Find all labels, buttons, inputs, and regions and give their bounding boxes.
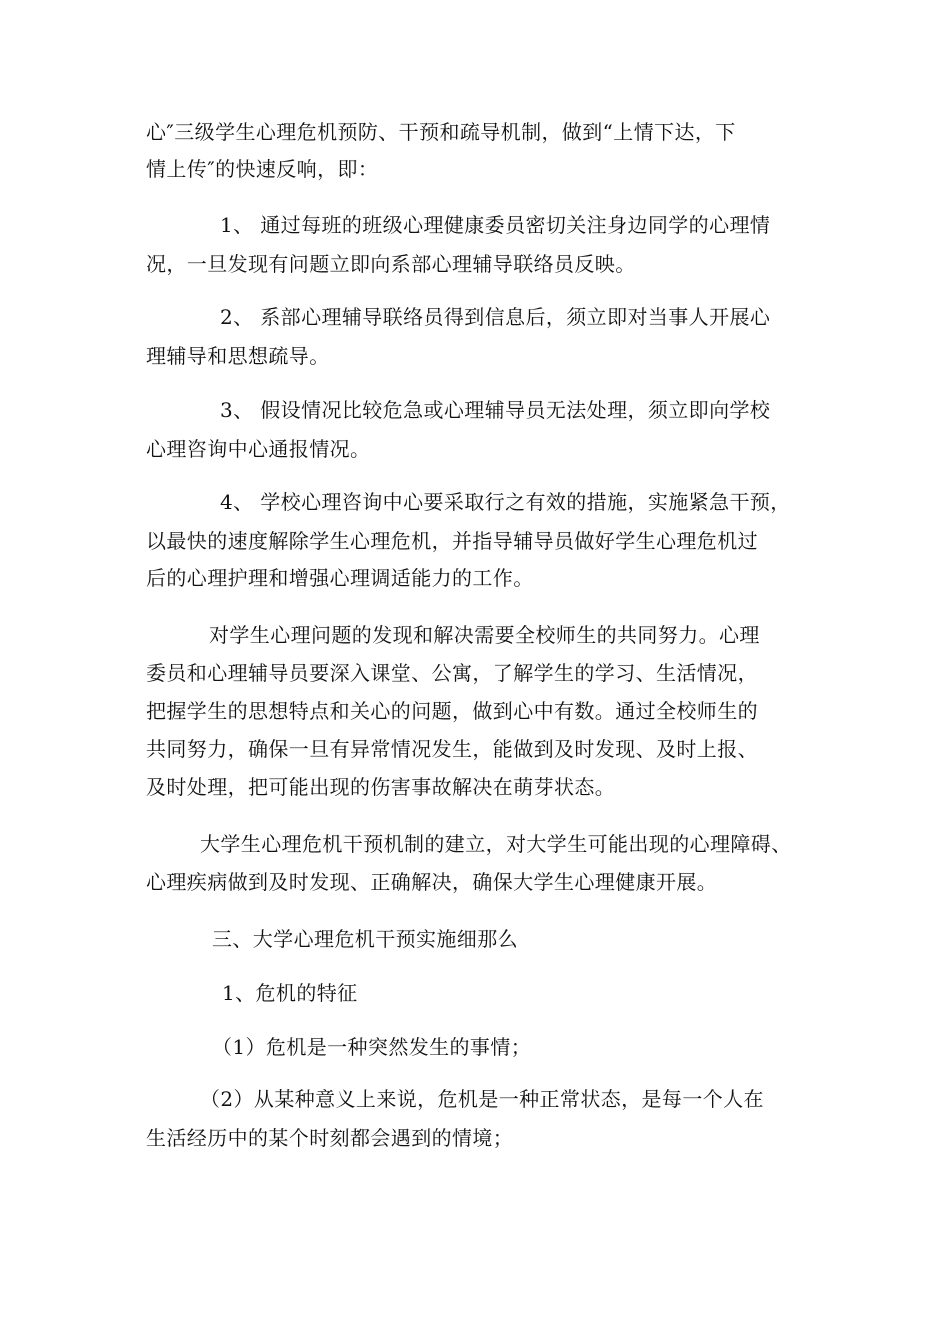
text-line: 以最快的速度解除学生心理危机，并指导辅导员做好学生心理危机过 [146,529,758,553]
text-line: 情上传″的快速反响，即： [146,157,379,181]
text-line: 心理咨询中心通报情况。 [146,437,371,461]
list-item: （2）从某种意义上来说，危机是一种正常状态，是每一个人在 [200,1087,764,1111]
text-line: 况，一旦发现有问题立即向系部心理辅导联络员反映。 [146,252,636,276]
text-line: 心理疾病做到及时发现、正确解决，确保大学生心理健康开展。 [146,870,718,894]
subsection-heading: 1、危机的特征 [222,981,358,1005]
text-line: 共同努力，确保一旦有异常情况发生，能做到及时发现、及时上报、 [146,737,758,761]
text-line: 生活经历中的某个时刻都会遇到的情境； [146,1126,514,1150]
text-line: 理辅导和思想疏导。 [146,344,330,368]
paragraph-start: 大学生心理危机干预机制的建立，对大学生可能出现的心理障碍、 [200,832,792,856]
list-item-3: 3、 假设情况比较危急或心理辅导员无法处理，须立即向学校 [220,398,771,422]
section-heading: 三、大学心理危机干预实施细那么 [212,927,518,951]
list-item-1: 1、 通过每班的班级心理健康委员密切关注身边同学的心理情 [220,213,771,237]
text-line: 委员和心理辅导员要深入课堂、公寓，了解学生的学习、生活情况， [146,661,758,685]
text-line: 及时处理，把可能出现的伤害事故解决在萌芽状态。 [146,775,616,799]
text-line: 把握学生的思想特点和关心的问题，做到心中有数。通过全校师生的 [146,699,758,723]
text-line: 心″三级学生心理危机预防、干预和疏导机制，做到“上情下达，下 [146,120,736,144]
paragraph-start: 对学生心理问题的发现和解决需要全校师生的共同努力。心理 [209,623,760,647]
list-item-2: 2、 系部心理辅导联络员得到信息后，须立即对当事人开展心 [220,305,771,329]
list-item: （1）危机是一种突然发生的事情； [212,1035,532,1059]
list-item-4: 4、 学校心理咨询中心要采取行之有效的措施，实施紧急干预， [220,490,791,514]
text-line: 后的心理护理和增强心理调适能力的工作。 [146,566,534,590]
